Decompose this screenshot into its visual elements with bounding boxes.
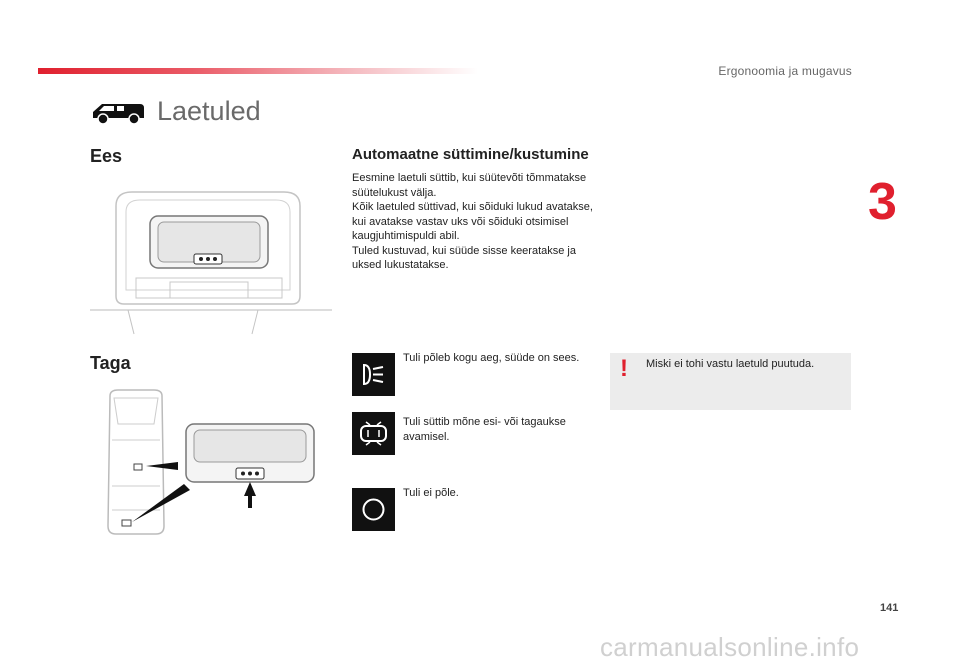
watermark: carmanualsonline.info [600, 632, 860, 662]
mode-text-door: Tuli süttib mõne esi- või tagaukse avamisel. [403, 416, 566, 443]
page-title: Laetuled [157, 96, 261, 126]
chapter-number: 3 [868, 173, 897, 231]
mode-box-off [352, 488, 395, 531]
page-number: 141 [880, 602, 899, 614]
exclamation-icon: ! [620, 355, 628, 382]
auto-line-2: Kõik laetuled süttivad, kui sõiduki lukud avatakse, kui avatakse vastav uks või sõiduki otsimisel kaugjuhtimispuldi abil. [352, 201, 593, 242]
mode-box-always-on [352, 353, 395, 396]
header-accent-bar [38, 68, 478, 74]
auto-heading: Automaatne süttimine/kustumine [352, 146, 589, 163]
mode-text-always-on: Tuli põleb kogu aeg, süüde on sees. [403, 352, 580, 364]
door-lamp-icon [352, 412, 395, 455]
rear-ceiling-light-illustration [92, 388, 322, 538]
lamp-on-icon [352, 353, 395, 396]
rear-heading: Taga [90, 353, 131, 373]
auto-line-1: Eesmine laetuli süttib, kui süütevõti tõmmatakse süütelukust välja. [352, 172, 587, 199]
mode-box-door [352, 412, 395, 455]
auto-description [352, 171, 597, 273]
front-heading: Ees [90, 146, 123, 166]
auto-line-3: Tuled kustuvad, kui süüde sisse keeratakse ja uksed lukustatakse. [352, 244, 576, 271]
front-ceiling-light-illustration [88, 186, 334, 336]
lamp-off-icon [352, 488, 395, 531]
van-icon [90, 100, 146, 126]
chapter-title: Ergonoomia ja mugavus [718, 64, 852, 78]
warning-text: Miski ei tohi vastu laetuld puutuda. [646, 358, 815, 370]
mode-text-off: Tuli ei põle. [403, 487, 459, 499]
